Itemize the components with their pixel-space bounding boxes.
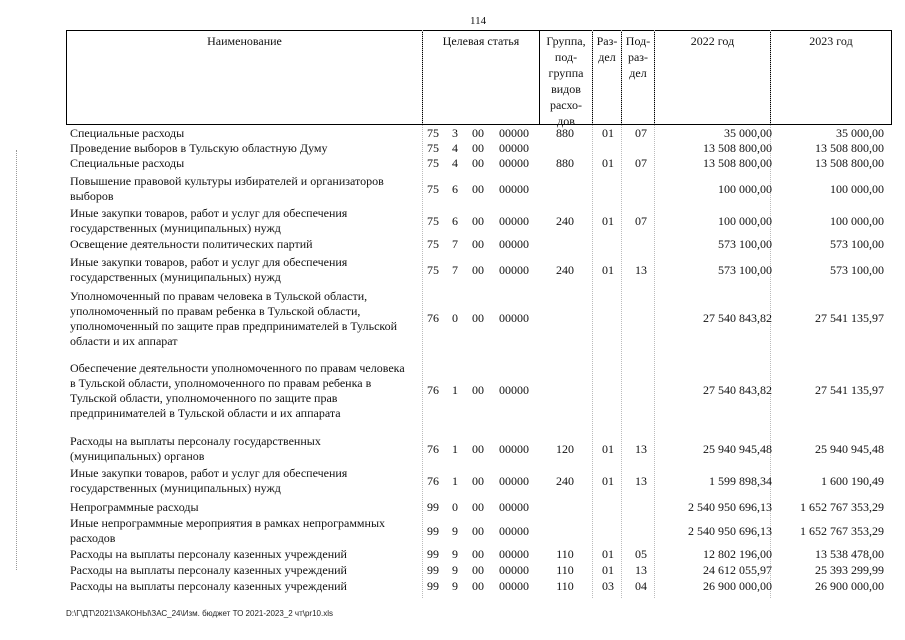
row-sec: 01 xyxy=(602,263,614,277)
row-y23: 25 940 945,48 xyxy=(815,442,884,456)
row-name: Уполномоченный по правам человека в Тульской области, уполномоченный по правам ребенка в Тульской области, уполномоченный по защите прав предпринимателей в Тульской области и их аппарат xyxy=(70,289,398,348)
row-y22: 573 100,00 xyxy=(718,237,772,251)
table-row xyxy=(0,156,905,170)
row-y23: 573 100,00 xyxy=(830,237,884,251)
row-k2: 6 xyxy=(452,214,458,228)
row-y23: 27 541 135,97 xyxy=(815,383,884,397)
row-k1: 99 xyxy=(427,547,439,561)
row-k4: 00000 xyxy=(499,474,529,488)
row-k2: 0 xyxy=(452,311,458,325)
row-k1: 75 xyxy=(427,156,439,170)
row-grp: 240 xyxy=(556,214,574,228)
row-grp: 110 xyxy=(556,579,574,593)
row-k1: 75 xyxy=(427,214,439,228)
row-k3: 00 xyxy=(472,141,484,155)
row-name: Расходы на выплаты персоналу государственных (муниципальных) органов xyxy=(70,434,321,463)
row-name: Расходы на выплаты персоналу казенных учреждений xyxy=(70,579,347,593)
row-k2: 3 xyxy=(452,126,458,140)
row-y22: 1 599 898,34 xyxy=(709,474,772,488)
row-y22: 13 508 800,00 xyxy=(703,156,772,170)
row-sec: 01 xyxy=(602,563,614,577)
row-k2: 9 xyxy=(452,579,458,593)
row-k4: 00000 xyxy=(499,563,529,577)
row-k1: 99 xyxy=(427,579,439,593)
row-y22: 2 540 950 696,13 xyxy=(688,524,772,538)
row-k2: 4 xyxy=(452,141,458,155)
row-grp: 110 xyxy=(556,547,574,561)
table-row xyxy=(0,563,905,577)
row-k4: 00000 xyxy=(499,524,529,538)
row-sub: 13 xyxy=(635,442,647,456)
file-path-footer: D:\Г\ДТ\2021\ЗАКОНЫ\ЗАС_24\Изм. бюджет ТО 2021-2023_2 чт\pr10.xls xyxy=(66,609,333,618)
table-row xyxy=(0,361,905,423)
table-row xyxy=(0,289,905,349)
table-row xyxy=(0,547,905,561)
row-k4: 00000 xyxy=(499,442,529,456)
row-k2: 9 xyxy=(452,563,458,577)
row-k4: 00000 xyxy=(499,214,529,228)
row-k1: 76 xyxy=(427,442,439,456)
row-sec: 01 xyxy=(602,442,614,456)
row-name: Специальные расходы xyxy=(70,126,185,140)
row-sec: 01 xyxy=(602,547,614,561)
row-y22: 573 100,00 xyxy=(718,263,772,277)
row-y23: 573 100,00 xyxy=(830,263,884,277)
header-name: Наименование xyxy=(67,31,423,124)
row-y23: 100 000,00 xyxy=(830,214,884,228)
row-sec: 01 xyxy=(602,474,614,488)
row-k1: 99 xyxy=(427,500,439,514)
row-sec: 01 xyxy=(602,156,614,170)
header-subsection: Под- раз- дел xyxy=(622,31,655,124)
row-y23: 1 600 190,49 xyxy=(821,474,884,488)
table-row xyxy=(0,126,905,140)
row-k1: 76 xyxy=(427,383,439,397)
row-name: Освещение деятельности политических партий xyxy=(70,237,313,251)
row-k3: 00 xyxy=(472,237,484,251)
row-k2: 7 xyxy=(452,263,458,277)
row-sub: 07 xyxy=(635,214,647,228)
row-k3: 00 xyxy=(472,263,484,277)
row-y23: 13 508 800,00 xyxy=(815,156,884,170)
row-k1: 75 xyxy=(427,182,439,196)
row-sub: 13 xyxy=(635,263,647,277)
row-y23: 1 652 767 353,29 xyxy=(800,500,884,514)
row-k2: 0 xyxy=(452,500,458,514)
row-name: Иные закупки товаров, работ и услуг для обеспечения государственных (муниципальных) нужд xyxy=(70,206,348,235)
row-k2: 6 xyxy=(452,182,458,196)
row-k1: 75 xyxy=(427,141,439,155)
row-k3: 00 xyxy=(472,383,484,397)
row-k3: 00 xyxy=(472,474,484,488)
row-k2: 4 xyxy=(452,156,458,170)
table-row xyxy=(0,500,905,514)
row-k1: 75 xyxy=(427,126,439,140)
row-name: Непрограммные расходы xyxy=(70,500,199,514)
row-k4: 00000 xyxy=(499,383,529,397)
row-y22: 27 540 843,82 xyxy=(703,311,772,325)
header-group: Группа, под- группа видов расхо- дов xyxy=(540,31,593,124)
row-k4: 00000 xyxy=(499,311,529,325)
row-sec: 03 xyxy=(602,579,614,593)
row-k4: 00000 xyxy=(499,141,529,155)
row-y23: 13 538 478,00 xyxy=(815,547,884,561)
row-k1: 75 xyxy=(427,263,439,277)
row-y23: 13 508 800,00 xyxy=(815,141,884,155)
row-k3: 00 xyxy=(472,524,484,538)
row-y23: 26 900 000,00 xyxy=(815,579,884,593)
table-row xyxy=(0,466,905,496)
row-grp: 880 xyxy=(556,126,574,140)
row-y23: 25 393 299,99 xyxy=(815,563,884,577)
row-k3: 00 xyxy=(472,579,484,593)
row-k3: 00 xyxy=(472,500,484,514)
row-k4: 00000 xyxy=(499,547,529,561)
header-target: Целевая статья xyxy=(423,31,540,124)
row-sub: 05 xyxy=(635,547,647,561)
row-k3: 00 xyxy=(472,182,484,196)
row-k3: 00 xyxy=(472,563,484,577)
table-row xyxy=(0,141,905,155)
row-sub: 07 xyxy=(635,126,647,140)
row-k1: 75 xyxy=(427,237,439,251)
row-k3: 00 xyxy=(472,442,484,456)
row-name: Расходы на выплаты персоналу казенных учреждений xyxy=(70,547,347,561)
page-number: 114 xyxy=(470,15,487,27)
row-y22: 25 940 945,48 xyxy=(703,442,772,456)
row-k1: 99 xyxy=(427,524,439,538)
row-k3: 00 xyxy=(472,156,484,170)
row-k4: 00000 xyxy=(499,156,529,170)
row-k4: 00000 xyxy=(499,500,529,514)
table-row xyxy=(0,255,905,285)
row-name: Повышение правовой культуры избирателей и организаторов выборов xyxy=(70,174,384,203)
header-2022: 2022 год xyxy=(655,31,771,124)
row-k3: 00 xyxy=(472,126,484,140)
row-k3: 00 xyxy=(472,214,484,228)
row-k1: 76 xyxy=(427,474,439,488)
row-name: Проведение выборов в Тульскую областную Думу xyxy=(70,141,328,155)
row-y22: 26 900 000,00 xyxy=(703,579,772,593)
row-y22: 100 000,00 xyxy=(718,182,772,196)
row-name: Иные закупки товаров, работ и услуг для обеспечения государственных (муниципальных) нужд xyxy=(70,466,348,495)
row-k4: 00000 xyxy=(499,263,529,277)
row-sec: 01 xyxy=(602,126,614,140)
row-y22: 27 540 843,82 xyxy=(703,383,772,397)
row-grp: 880 xyxy=(556,156,574,170)
row-name: Иные непрограммные мероприятия в рамках непрограммных расходов xyxy=(70,516,386,545)
row-k3: 00 xyxy=(472,311,484,325)
row-name: Специальные расходы xyxy=(70,156,185,170)
table-row xyxy=(0,174,905,204)
table-row xyxy=(0,237,905,251)
row-k1: 99 xyxy=(427,563,439,577)
row-y22: 35 000,00 xyxy=(724,126,772,140)
row-y22: 12 802 196,00 xyxy=(703,547,772,561)
row-name: Расходы на выплаты персоналу казенных учреждений xyxy=(70,563,347,577)
table-row xyxy=(0,434,905,464)
row-k4: 00000 xyxy=(499,579,529,593)
row-k2: 9 xyxy=(452,524,458,538)
row-grp: 110 xyxy=(556,563,574,577)
row-k2: 1 xyxy=(452,442,458,456)
row-y23: 1 652 767 353,29 xyxy=(800,524,884,538)
row-y22: 24 612 055,97 xyxy=(703,563,772,577)
row-y23: 27 541 135,97 xyxy=(815,311,884,325)
table-header xyxy=(66,30,892,128)
row-grp: 240 xyxy=(556,263,574,277)
row-sub: 13 xyxy=(635,563,647,577)
table-row xyxy=(0,206,905,236)
row-sub: 04 xyxy=(635,579,647,593)
header-section: Раз- дел xyxy=(593,31,622,124)
row-k2: 1 xyxy=(452,474,458,488)
row-y23: 35 000,00 xyxy=(836,126,884,140)
table-row xyxy=(0,579,905,593)
row-k3: 00 xyxy=(472,547,484,561)
row-k2: 9 xyxy=(452,547,458,561)
row-sec: 01 xyxy=(602,214,614,228)
row-sub: 13 xyxy=(635,474,647,488)
row-k4: 00000 xyxy=(499,182,529,196)
row-k2: 7 xyxy=(452,237,458,251)
row-y22: 100 000,00 xyxy=(718,214,772,228)
row-name: Обеспечение деятельности уполномоченного по правам человека в Тульской области, уполномоченного по правам ребенка в Тульской области, уполномоченного по защите прав предпринимателей в Тульской области и их аппарата xyxy=(70,361,405,420)
row-sub: 07 xyxy=(635,156,647,170)
header-2023: 2023 год xyxy=(809,34,853,48)
row-y22: 13 508 800,00 xyxy=(703,141,772,155)
row-k1: 76 xyxy=(427,311,439,325)
row-grp: 120 xyxy=(556,442,574,456)
row-k4: 00000 xyxy=(499,126,529,140)
row-y22: 2 540 950 696,13 xyxy=(688,500,772,514)
row-k2: 1 xyxy=(452,383,458,397)
row-name: Иные закупки товаров, работ и услуг для обеспечения государственных (муниципальных) нужд xyxy=(70,255,348,284)
table-row xyxy=(0,516,905,546)
row-y23: 100 000,00 xyxy=(830,182,884,196)
row-k4: 00000 xyxy=(499,237,529,251)
row-grp: 240 xyxy=(556,474,574,488)
